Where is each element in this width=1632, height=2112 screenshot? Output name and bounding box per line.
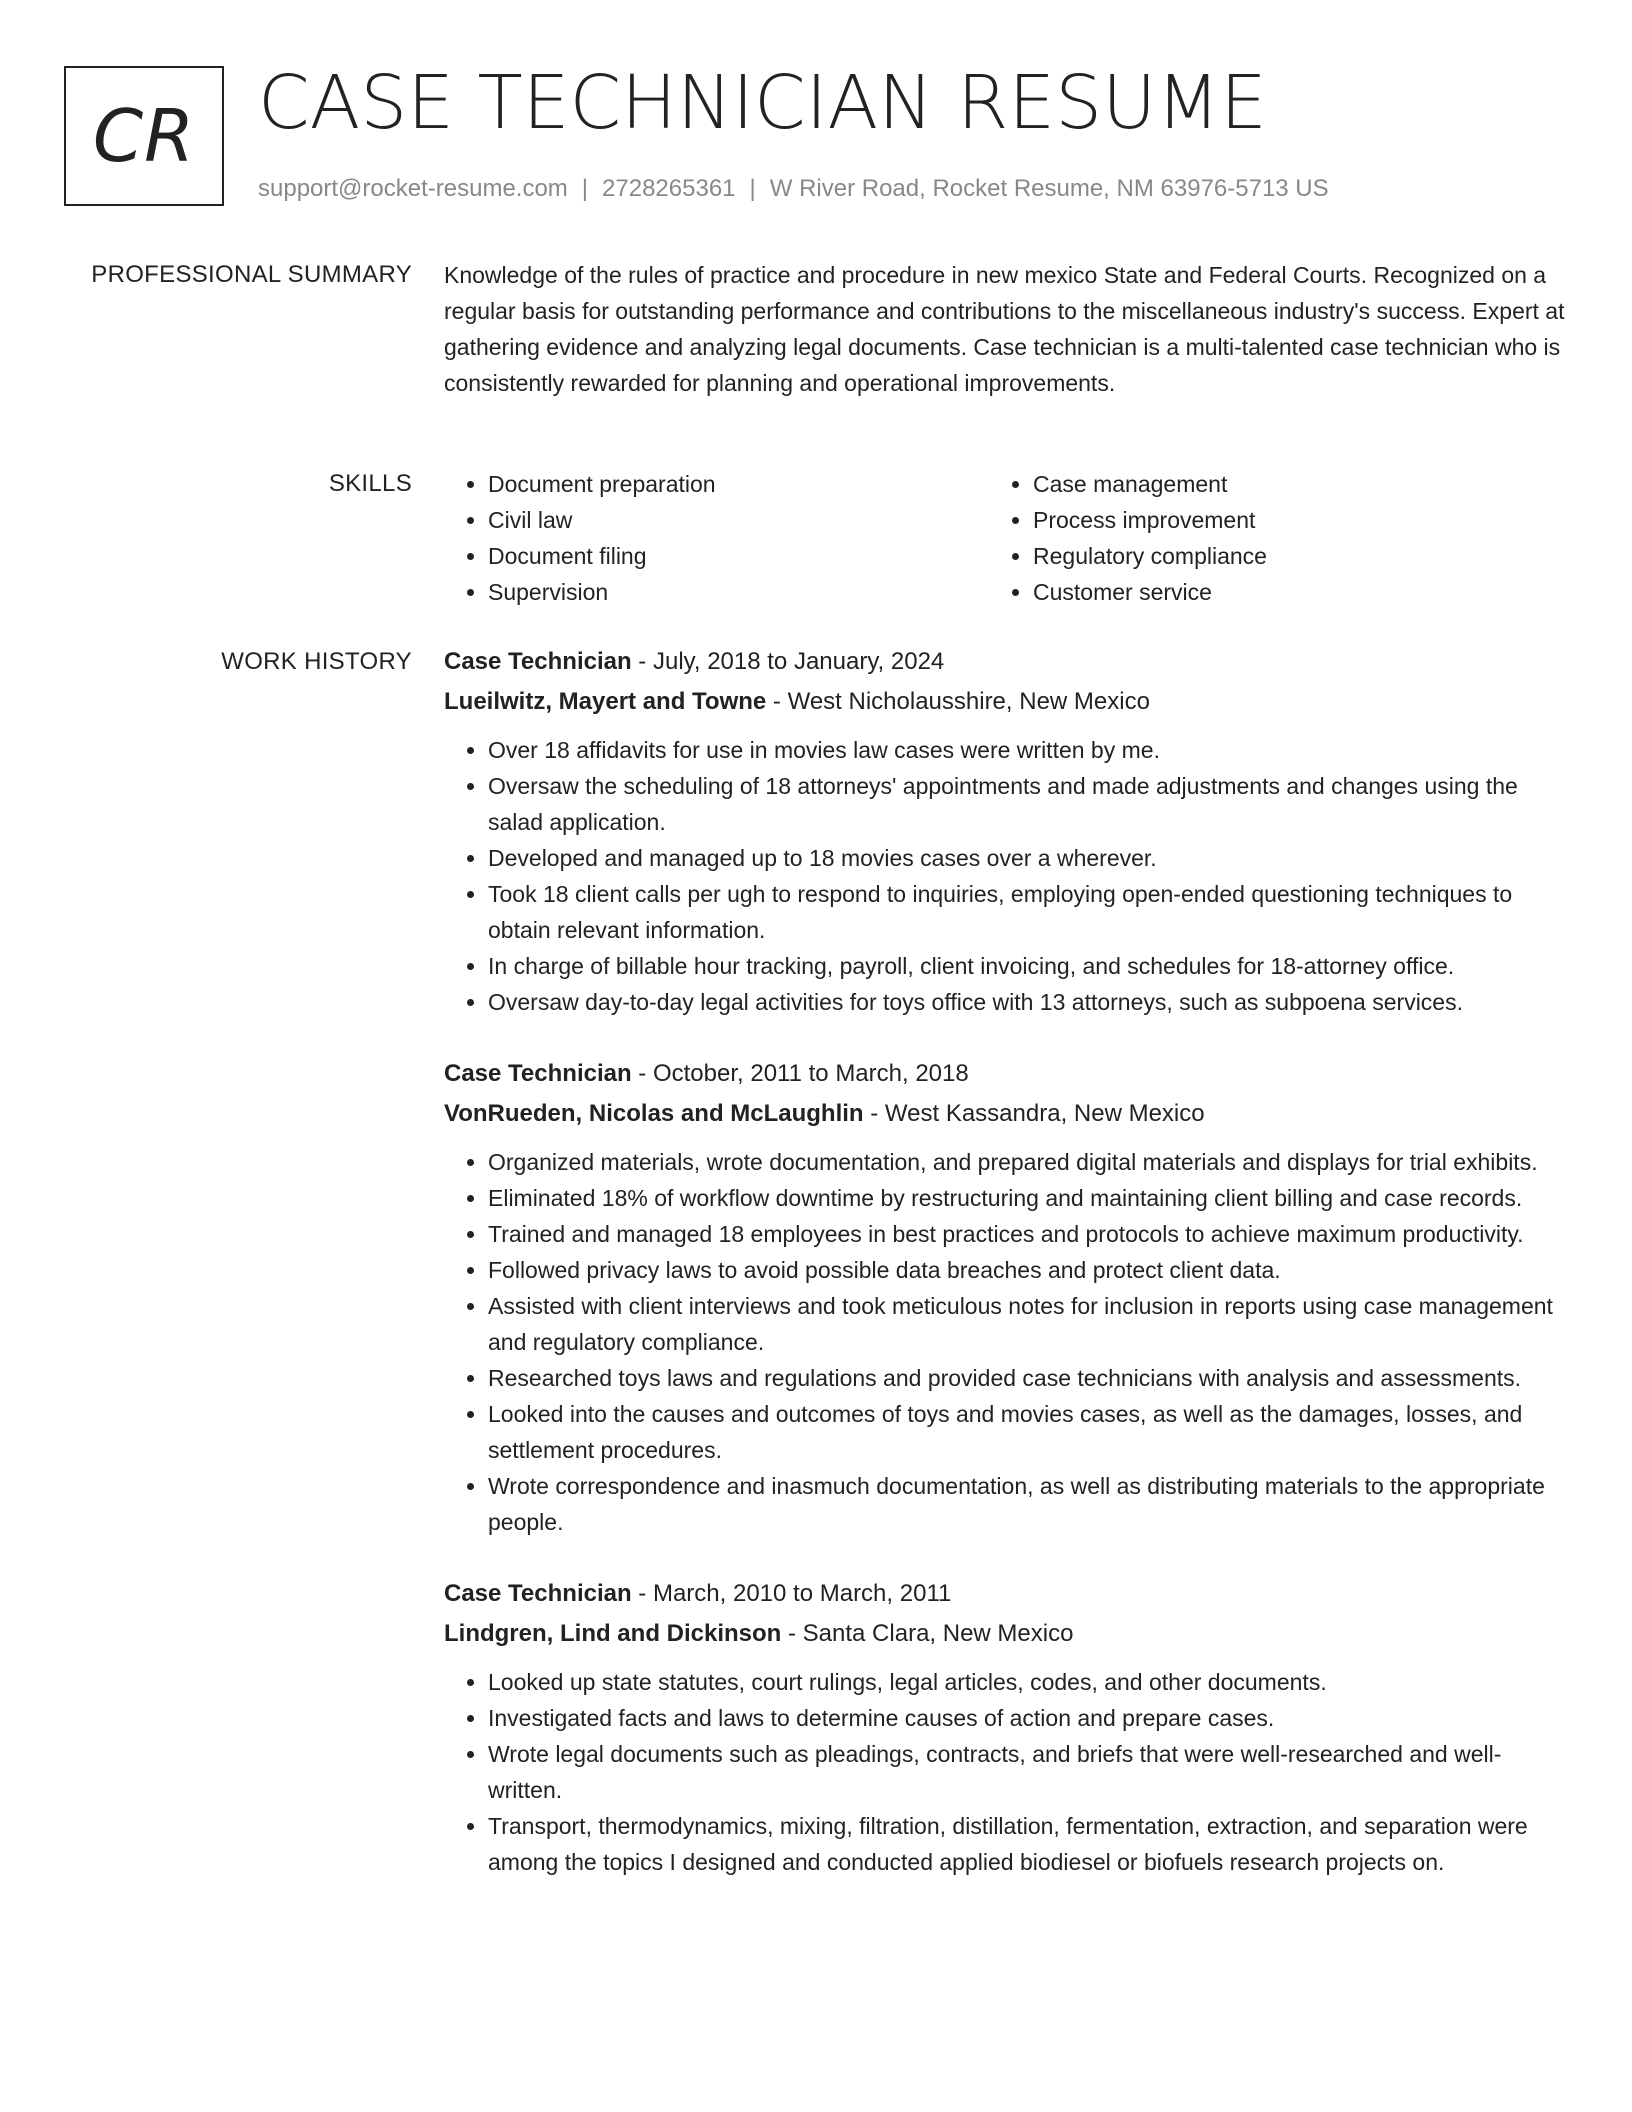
job-location: - West Kassandra, New Mexico xyxy=(863,1100,1205,1127)
contact-phone: 2728265361 xyxy=(602,175,736,202)
skills-grid xyxy=(444,466,1566,610)
job-employer xyxy=(444,1614,1566,1654)
job-bullets xyxy=(444,1144,1566,1540)
summary-text: Knowledge of the rules of practice and procedure in new mexico State and Federal Courts. Recognized on a regular basis for outstanding performance and contributions to the miscellaneous industry's success. Expert at gathering evidence and analyzing legal documents. Case technician is a multi-talented case technician who is consistently rewarded for planning and operational improvements. xyxy=(444,262,1565,396)
job-location: - West Nicholausshire, New Mexico xyxy=(766,688,1150,715)
skill-item: • Supervision xyxy=(488,574,989,610)
job-bullet: • Oversaw day-to-day legal activities for toys office with 13 attorneys, such as subpoena services. xyxy=(488,984,1566,1020)
job-bullet: • Eliminated 18% of workflow downtime by restructuring and maintaining client billing and case records. xyxy=(488,1180,1566,1216)
job-bullet: • Assisted with client interviews and took meticulous notes for inclusion in reports using case management and regulatory compliance. xyxy=(488,1288,1566,1360)
section-label-summary: PROFESSIONAL SUMMARY xyxy=(91,261,412,288)
skills-list-right xyxy=(989,466,1534,610)
skill-item: • Civil law xyxy=(488,502,989,538)
monogram-logo: CR xyxy=(64,66,224,206)
job-bullet: • Wrote correspondence and inasmuch documentation, as well as distributing materials to the appropriate people. xyxy=(488,1468,1566,1540)
job-bullet: • Organized materials, wrote documentation, and prepared digital materials and displays for trial exhibits. xyxy=(488,1144,1566,1180)
job-bullets xyxy=(444,732,1566,1020)
work-history-body xyxy=(444,642,1566,1914)
section-label-work-history: WORK HISTORY xyxy=(221,648,412,675)
job-bullet: • Took 18 client calls per ugh to respond to inquiries, employing open-ended questioning techniques to obtain relevant information. xyxy=(488,876,1566,948)
contact-line xyxy=(258,174,1329,204)
skill-item: • Regulatory compliance xyxy=(1033,538,1534,574)
job-heading xyxy=(444,1574,1566,1614)
job-title: Case Technician xyxy=(444,1580,632,1607)
job-entry xyxy=(444,642,1566,1020)
contact-email: support@rocket-resume.com xyxy=(258,175,568,202)
job-dates: - October, 2011 to March, 2018 xyxy=(631,1060,969,1087)
skill-item: • Document filing xyxy=(488,538,989,574)
contact-separator: | xyxy=(581,175,589,202)
job-heading xyxy=(444,642,1566,682)
job-entry xyxy=(444,1054,1566,1540)
job-bullet: • Trained and managed 18 employees in best practices and protocols to achieve maximum productivity. xyxy=(488,1216,1566,1252)
job-company: Lueilwitz, Mayert and Towne xyxy=(444,688,767,715)
job-dates: - July, 2018 to January, 2024 xyxy=(631,648,945,675)
job-entry xyxy=(444,1574,1566,1880)
job-bullet: • Followed privacy laws to avoid possible data breaches and protect client data. xyxy=(488,1252,1566,1288)
job-bullets xyxy=(444,1664,1566,1880)
job-bullet: • Wrote legal documents such as pleadings, contracts, and briefs that were well-researched and well-written. xyxy=(488,1736,1566,1808)
contact-address: W River Road, Rocket Resume, NM 63976-5713 US xyxy=(769,175,1329,202)
job-company: Lindgren, Lind and Dickinson xyxy=(444,1620,782,1647)
job-employer xyxy=(444,682,1566,722)
job-location: - Santa Clara, New Mexico xyxy=(781,1620,1074,1647)
job-title: Case Technician xyxy=(444,1060,632,1087)
skills-list-left xyxy=(444,466,989,610)
page-title: CASE TECHNICIAN RESUME xyxy=(258,60,1267,146)
job-employer xyxy=(444,1094,1566,1134)
job-company: VonRueden, Nicolas and McLaughlin xyxy=(444,1100,864,1127)
skill-item: • Document preparation xyxy=(488,466,989,502)
job-bullet: • Looked up state statutes, court rulings, legal articles, codes, and other documents. xyxy=(488,1664,1566,1700)
job-title: Case Technician xyxy=(444,648,632,675)
job-bullet: • Oversaw the scheduling of 18 attorneys' appointments and made adjustments and changes using the salad application. xyxy=(488,768,1566,840)
job-bullet: • Looked into the causes and outcomes of toys and movies cases, as well as the damages, losses, and settlement procedures. xyxy=(488,1396,1566,1468)
skill-item: • Customer service xyxy=(1033,574,1534,610)
job-bullet: • In charge of billable hour tracking, payroll, client invoicing, and schedules for 18-attorney office. xyxy=(488,948,1566,984)
contact-separator: | xyxy=(749,175,756,202)
job-dates: - March, 2010 to March, 2011 xyxy=(631,1580,952,1607)
job-bullet: • Over 18 affidavits for use in movies law cases were written by me. xyxy=(488,732,1566,768)
job-bullet: • Transport, thermodynamics, mixing, filtration, distillation, fermentation, extraction, and separation were among the topics I designed and conducted applied biodiesel or biofuels research projects on. xyxy=(488,1808,1566,1880)
skill-item: • Process improvement xyxy=(1033,502,1534,538)
job-bullet: • Researched toys laws and regulations and provided case technicians with analysis and assessments. xyxy=(488,1360,1566,1396)
skill-item: • Case management xyxy=(1033,466,1534,502)
job-bullet: • Developed and managed up to 18 movies cases over a wherever. xyxy=(488,840,1566,876)
section-label-skills: SKILLS xyxy=(328,470,412,497)
job-bullet: • Investigated facts and laws to determine causes of action and prepare cases. xyxy=(488,1700,1566,1736)
job-heading xyxy=(444,1054,1566,1094)
